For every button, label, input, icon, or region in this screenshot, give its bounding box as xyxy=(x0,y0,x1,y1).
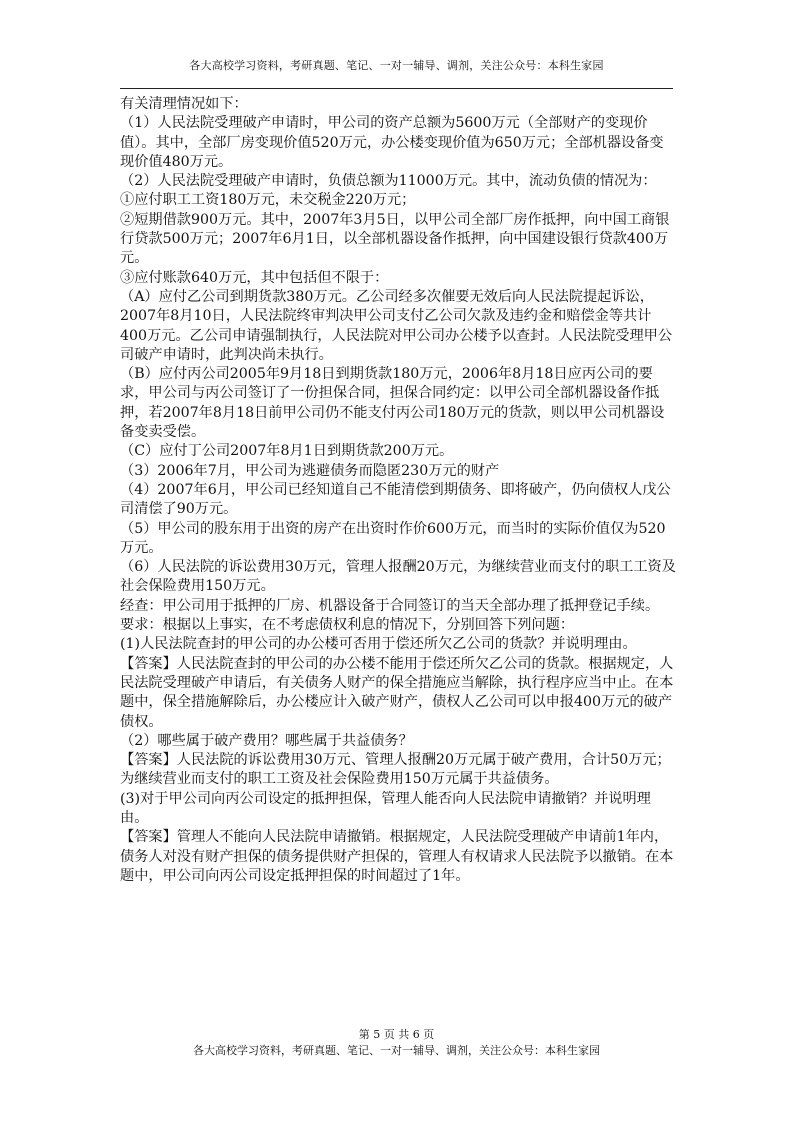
page-number: 第 5 页 共 6 页 xyxy=(358,1028,435,1041)
paragraph: ③应付账款640万元，其中包括但不限于： xyxy=(120,269,389,286)
question: (1)人民法院查封的甲公司的办公楼可否用于偿还所欠乙公司的货款？并说明理由。 xyxy=(120,636,637,653)
question: (3)对于甲公司向丙公司设定的抵押担保，管理人能否向人民法院申请撤销？并说明理由。 xyxy=(120,790,651,826)
paragraph: （2）人民法院受理破产申请时，负债总额为11000万元。其中，流动负债的情况为： xyxy=(120,173,657,190)
paragraph: （B）应付丙公司2005年9月18日到期货款180万元，2006年8月18日应丙公司的要求，甲公司与丙公司签订了一份担保合同，担保合同约定：以甲公司全部机器设备作抵押，若2007年8月18日前甲公司仍不能支付丙公司180万元的货款，则以甲公司机器设备变卖受偿。 xyxy=(120,366,665,441)
paragraph: （1）人民法院受理破产申请时，甲公司的资产总额为5600万元（全部财产的变现价值）。其中，全部厂房变现价值520万元，办公楼变现价值为650万元；全部机器设备变现价值480万元。 xyxy=(120,115,664,170)
answer: 【答案】管理人不能向人民法院申请撤销。根据规定，人民法院受理破产申请前1年内，债务人对没有财产担保的债务提供财产担保的，管理人有权请求人民法院予以撤销。在本题中，甲公司向丙公司设定抵押担保的时间超过了1年。 xyxy=(120,829,674,884)
page-header: 各大高校学习资料，考研真题、笔记、一对一辅导、调剂，关注公众号：本科生家园 xyxy=(189,59,604,72)
paragraph: ②短期借款900万元。其中，2007年3月5日，以甲公司全部厂房作抵押，向中国工商银行贷款500万元；2007年6月1日，以全部机器设备作抵押，向中国建设银行贷款400万元。 xyxy=(120,211,670,267)
paragraph: 经查：甲公司用于抵押的厂房、机器设备于合同签订的当天全部办理了抵押登记手续。 xyxy=(120,597,660,614)
paragraph: ①应付职工工资180万元，未交税金220万元； xyxy=(120,192,416,209)
paragraph: 要求：根据以上事实，在不考虑债权利息的情况下，分别回答下列问题： xyxy=(120,617,575,634)
paragraph: （3）2006年7月，甲公司为逃避债务而隐匿230万元的财产 xyxy=(120,462,500,479)
answer: 【答案】人民法院查封的甲公司的办公楼不能用于偿还所欠乙公司的货款。根据规定，人民法院受理破产申请后，有关债务人财产的保全措施应当解除，执行程序应当中止。在本题中，保全措施解除后，办公楼应计入破产财产，债权人乙公司可以申报400万元的破产债权。 xyxy=(120,655,674,730)
paragraph: （6）人民法院的诉讼费用30万元，管理人报酬20万元，为继续营业而支付的职工工资及社会保险费用150万元。 xyxy=(120,559,676,595)
paragraph: 有关清理情况如下： xyxy=(120,96,248,112)
paragraph: （C）应付丁公司2007年8月1日到期货款200万元。 xyxy=(120,443,454,460)
paragraph: （5）甲公司的股东用于出资的房产在出资时作价600万元，而当时的实际价值仅为520万元。 xyxy=(120,520,666,556)
footer-text: 各大高校学习资料，考研真题、笔记、一对一辅导、调剂，关注公众号：本科生家园 xyxy=(193,1044,600,1057)
answer: 【答案】人民法院的诉讼费用30万元、管理人报酬20万元属于破产费用，合计50万元；为继续营业而支付的职工工资及社会保险费用150万元属于共益债务。 xyxy=(120,752,671,788)
paragraph: （4）2007年6月，甲公司已经知道自己不能清偿到期债务、即将破产，仍向债权人戊公司清偿了90万元。 xyxy=(120,481,671,518)
paragraph: （A）应付乙公司到期货款380万元。乙公司经多次催要无效后向人民法院提起诉讼，2007年8月10日，人民法院终审判决甲公司支付乙公司欠款及违约金和赔偿金等共计400万元。乙公司申请强制执行，人民法院对甲公司办公楼予以查封。人民法院受理甲公司破产申请时，此判决尚未执行。 xyxy=(120,288,673,363)
question: （2）哪些属于破产费用？哪些属于共益债务？ xyxy=(120,732,413,749)
header-divider xyxy=(120,88,673,89)
page-footer xyxy=(120,1027,673,1059)
document-body xyxy=(120,95,676,886)
